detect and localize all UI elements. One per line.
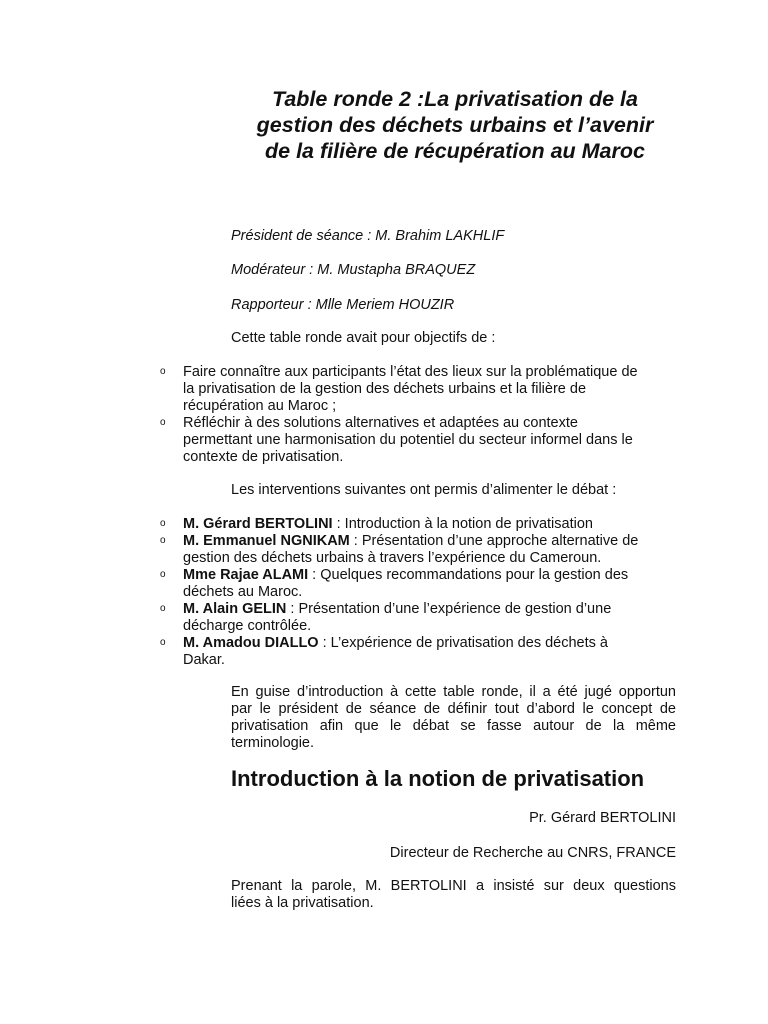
- list-item-line: décharge contrôlée.: [183, 618, 312, 634]
- paragraph-line: par le président de séance de définir tout d’abord le concept de: [231, 701, 676, 717]
- closing-paragraph: [231, 878, 676, 912]
- list-item-line: contexte de privatisation.: [183, 449, 344, 465]
- list-item-line: gestion des déchets urbains à travers l’expérience du Cameroun.: [183, 550, 602, 566]
- interventions-intro: Les interventions suivantes ont permis d’alimenter le débat :: [231, 482, 617, 498]
- bullet-icon: o: [160, 603, 166, 614]
- list-item: [0, 533, 768, 567]
- list-item: [0, 635, 768, 669]
- list-item-line: permettant une harmonisation du potentiel du secteur informel dans le: [183, 432, 633, 448]
- speaker-name: Mme Rajae ALAMI: [183, 567, 309, 583]
- list-item-line: Dakar.: [183, 652, 225, 668]
- bullet-icon: o: [160, 535, 166, 546]
- list-item-line: Réfléchir à des solutions alternatives et adaptées au contexte: [183, 415, 578, 431]
- title-line: gestion des déchets urbains et l’avenir: [256, 113, 654, 137]
- list-item: [0, 567, 768, 601]
- paragraph-line: privatisation afin que le débat se fasse autour de la même: [231, 718, 676, 734]
- bullet-icon: o: [160, 366, 166, 377]
- document-title: [200, 86, 710, 164]
- talk-title: : Présentation d’une approche alternative de: [349, 533, 639, 549]
- list-item: [0, 415, 768, 466]
- session-president: Président de séance : M. Brahim LAKHLIF: [231, 228, 505, 244]
- author-name: Pr. Gérard BERTOLINI: [529, 810, 676, 826]
- section-heading: Introduction à la notion de privatisation: [231, 766, 645, 791]
- intro-paragraph: [231, 684, 676, 752]
- objectives-intro: Cette table ronde avait pour objectifs de :: [231, 330, 496, 346]
- list-item-line: Faire connaître aux participants l’état des lieux sur la problématique de: [183, 364, 638, 380]
- list-item-line: [183, 567, 768, 584]
- list-item-line: [183, 516, 768, 533]
- paragraph-line: terminologie.: [231, 735, 315, 751]
- bullet-icon: o: [160, 637, 166, 648]
- title-line: de la filière de récupération au Maroc: [265, 139, 645, 163]
- talk-title: : Présentation d’une l’expérience de gestion d’une: [286, 601, 612, 617]
- list-item: [0, 516, 768, 533]
- talk-title: : L’expérience de privatisation des déchets à: [318, 635, 608, 651]
- paragraph-line: Prenant la parole, M. BERTOLINI a insisté sur deux questions: [231, 878, 676, 894]
- session-reporter: Rapporteur : Mlle Meriem HOUZIR: [231, 297, 455, 313]
- paragraph-line: liées à la privatisation.: [231, 895, 374, 911]
- speaker-name: M. Gérard BERTOLINI: [183, 516, 333, 532]
- talk-title: : Introduction à la notion de privatisation: [332, 516, 593, 532]
- speaker-name: M. Amadou DIALLO: [183, 635, 319, 651]
- bullet-icon: o: [160, 569, 166, 580]
- list-item-line: déchets au Maroc.: [183, 584, 303, 600]
- speaker-name: M. Alain GELIN: [183, 601, 287, 617]
- list-item: [0, 601, 768, 635]
- title-line: Table ronde 2 :La privatisation de la: [272, 87, 638, 111]
- speaker-name: M. Emmanuel NGNIKAM: [183, 533, 350, 549]
- objectives-list: [0, 364, 768, 466]
- paragraph-line: En guise d’introduction à cette table ronde, il a été jugé opportun: [231, 684, 676, 700]
- session-moderator: Modérateur : M. Mustapha BRAQUEZ: [231, 262, 476, 278]
- interventions-list: [0, 516, 768, 669]
- list-item-line: [183, 533, 768, 550]
- bullet-icon: o: [160, 518, 166, 529]
- list-item-line: [183, 601, 768, 618]
- list-item-line: la privatisation de la gestion des déchets urbains et la filière de: [183, 381, 587, 397]
- talk-title: : Quelques recommandations pour la gestion des: [308, 567, 629, 583]
- bullet-icon: o: [160, 417, 166, 428]
- list-item-line: récupération au Maroc ;: [183, 398, 337, 414]
- list-item-line: [183, 635, 768, 652]
- author-affiliation: Directeur de Recherche au CNRS, FRANCE: [389, 845, 676, 861]
- list-item: [0, 364, 768, 415]
